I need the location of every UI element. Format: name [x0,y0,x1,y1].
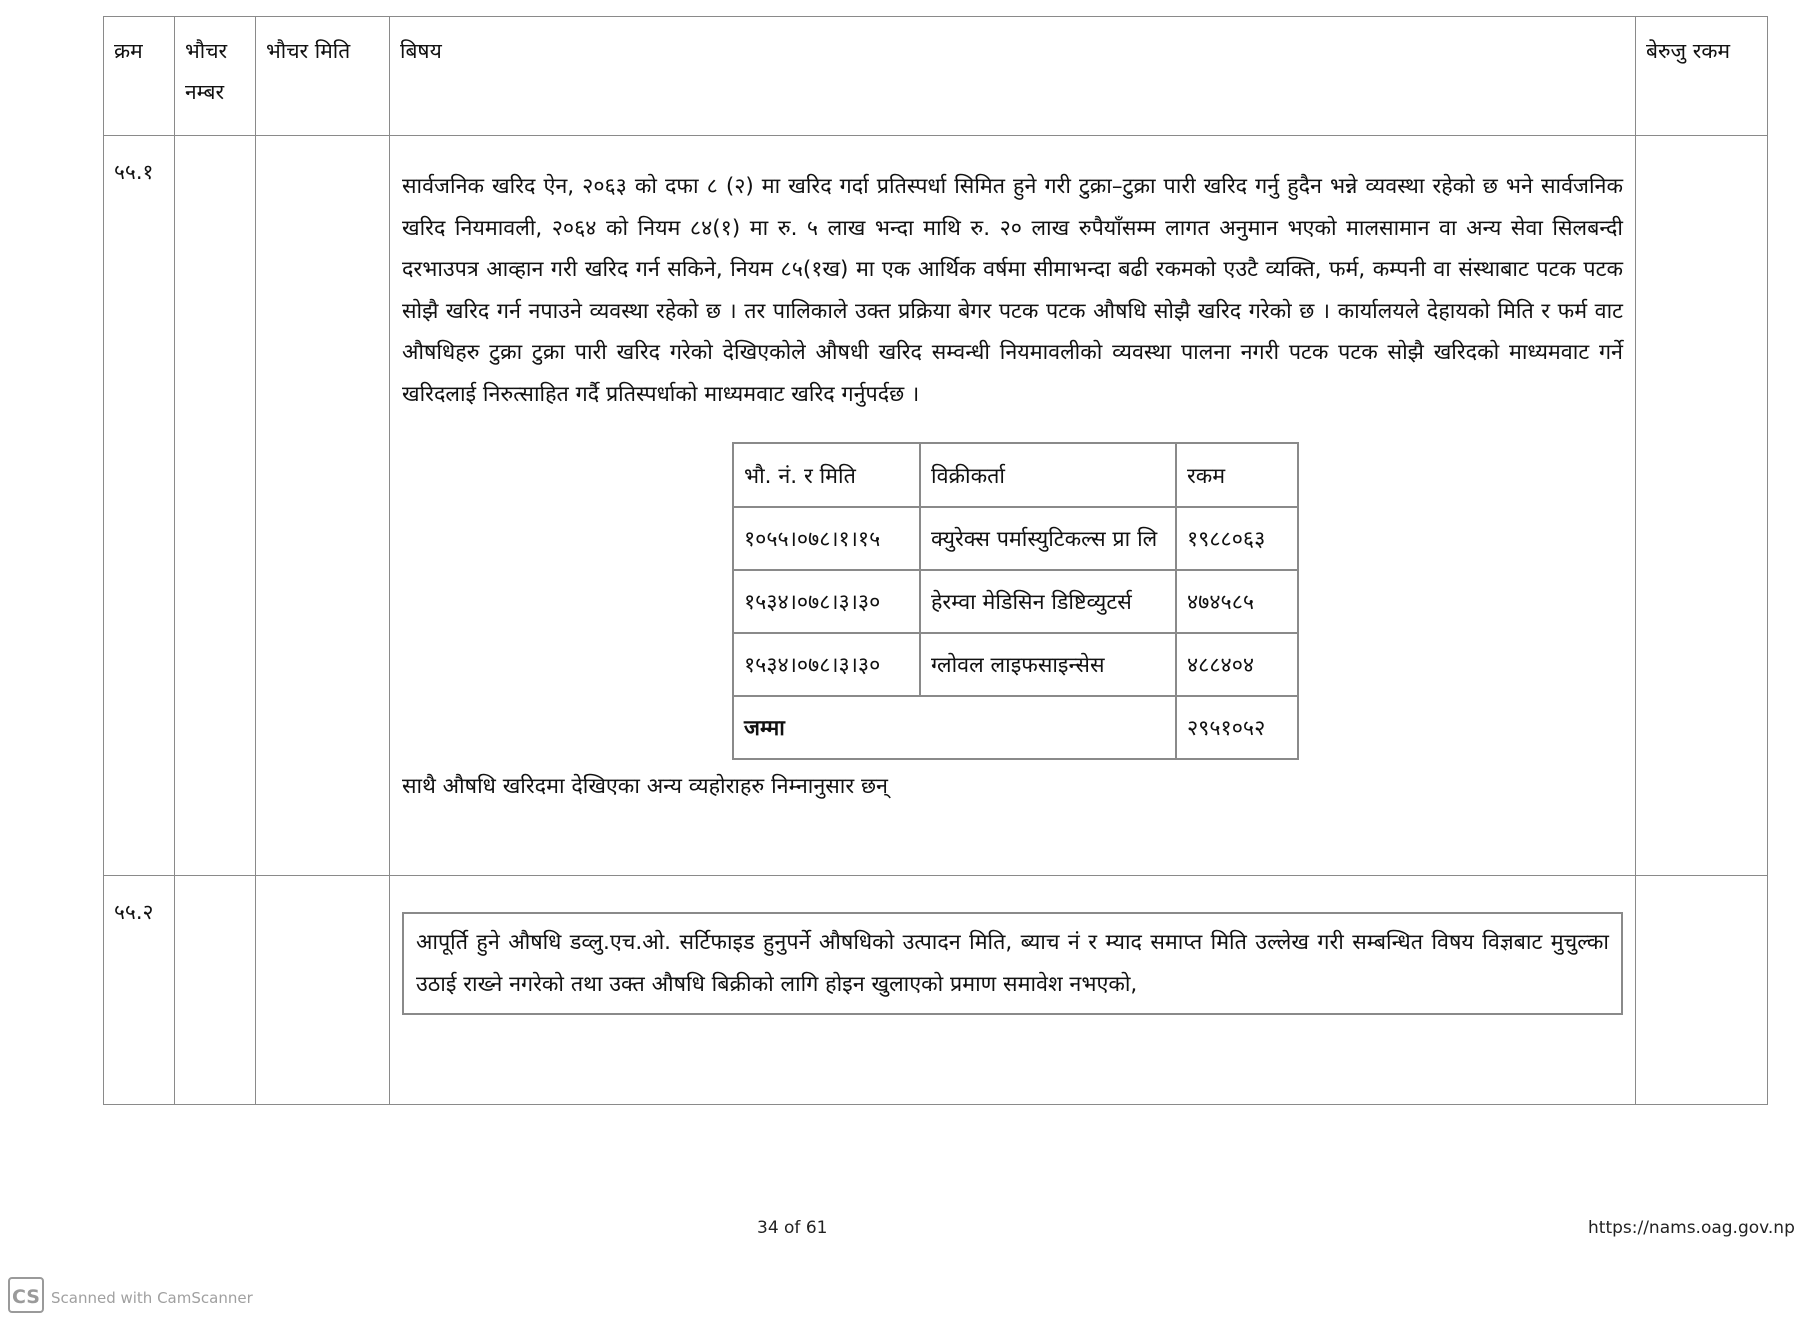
page-number: 34 of 61 [757,1218,828,1238]
row-voucher-number [175,876,256,1105]
purchase-header-voucher: भौ. नं. र मिति [733,443,920,507]
row-voucher-date [256,876,390,1105]
purchase-voucher: १५३४।०७८।३।३० [733,570,920,633]
after-note: साथै औषधि खरिदमा देखिएका अन्य व्यहोराहरु निम्नानुसार छन् [402,774,888,799]
row-serial: ५५.१ [104,136,175,876]
camscanner-watermark: Scanned with CamScanner [51,1289,253,1307]
row-subject [390,876,1636,1105]
purchase-total-row [733,696,1298,759]
table-row [104,136,1768,876]
purchase-amount: ४८८४०४ [1176,633,1298,696]
purchase-row [733,507,1298,570]
header-subject: बिषय [390,17,1636,136]
purchase-amount: १९८८०६३ [1176,507,1298,570]
row-subject [390,136,1636,876]
header-voucher-date: भौचर मिति [256,17,390,136]
purchase-amount: ४७४५८५ [1176,570,1298,633]
header-voucher-number: भौचर नम्बर [175,17,256,136]
row-serial: ५५.२ [104,876,175,1105]
row-irregular-amount [1636,876,1768,1105]
purchase-seller: ग्लोवल लाइफसाइन्सेस [920,633,1176,696]
subject-paragraph: सार्वजनिक खरिद ऐन, २०६३ को दफा ८ (२) मा खरिद गर्दा प्रतिस्पर्धा सिमित हुने गरी टुक्रा–टुक्रा पारी खरिद गर्नु हुदैन भन्ने व्यवस्था रहेको छ भने सार्वजनिक खरिद नियमावली, २०६४ को नियम ८४(१) मा रु. ५ लाख भन्दा माथि रु. २० लाख रुपैयाँसम्म लागत अनुमान भएको मालसामान वा अन्य सेवा सिलबन्दी दरभाउपत्र आव्हान गरी खरिद गर्न सकिने, नियम ८५(१ख) मा एक आर्थिक वर्षमा सीमाभन्दा बढी रकमको एउटै व्यक्ति, फर्म, कम्पनी वा संस्थाबाट पटक पटक सोझै खरिद गर्न नपाउने व्यवस्था रहेको छ । तर पालिकाले उक्त प्रक्रिया बेगर पटक पटक औषधि सोझै खरिद गरेको छ । कार्यालयले देहायको मिति र फर्म वाट औषधिहरु टुक्रा टुक्रा पारी खरिद गरेको देखिएकोले औषधी खरिद सम्वन्धी नियमावलीको व्यवस्था पालना नगरी पटक पटक सोझै खरिदको माध्यमवाट गर्ने खरिदलाई निरुत्साहित गर्दै प्रतिस्पर्धाको माध्यमवाट खरिद गर्नुपर्दछ । [402,174,1624,407]
purchase-header-amount: रकम [1176,443,1298,507]
purchase-table [732,442,1299,760]
header-serial: क्रम [104,17,175,136]
table-header-row [104,17,1768,136]
purchase-seller: हेरम्वा मेडिसिन डिष्टिव्युटर्स [920,570,1176,633]
purchase-total-value: २९५१०५२ [1176,696,1298,759]
camscanner-logo-icon: CS [8,1277,44,1313]
table-row [104,876,1768,1105]
purchase-row [733,570,1298,633]
row-voucher-number [175,136,256,876]
audit-table [103,16,1768,1105]
row-irregular-amount [1636,136,1768,876]
purchase-row [733,633,1298,696]
purchase-header-seller: विक्रीकर्ता [920,443,1176,507]
header-irregular-amount: बेरुजु रकम [1636,17,1768,136]
boxed-note: आपूर्ति हुने औषधि डव्लु.एच.ओ. सर्टिफाइड हुनुपर्ने औषधिको उत्पादन मिति, ब्याच नं र म्याद समाप्त मिति उल्लेख गरी सम्बन्धित विषय विज्ञबाट मुचुल्का उठाई राख्ने नगरेको तथा उक्त औषधि बिक्रीको लागि होइन खुलाएको प्रमाण समावेश नभएको, [402,912,1623,1015]
purchase-voucher: १५३४।०७८।३।३० [733,633,920,696]
row-voucher-date [256,136,390,876]
purchase-header-row [733,443,1298,507]
footer-url: https://nams.oag.gov.np [1588,1218,1795,1238]
purchase-seller: क्युरेक्स पर्मास्युटिकल्स प्रा लि [920,507,1176,570]
purchase-total-label: जम्मा [733,696,1176,759]
purchase-voucher: १०५५।०७८।१।१५ [733,507,920,570]
